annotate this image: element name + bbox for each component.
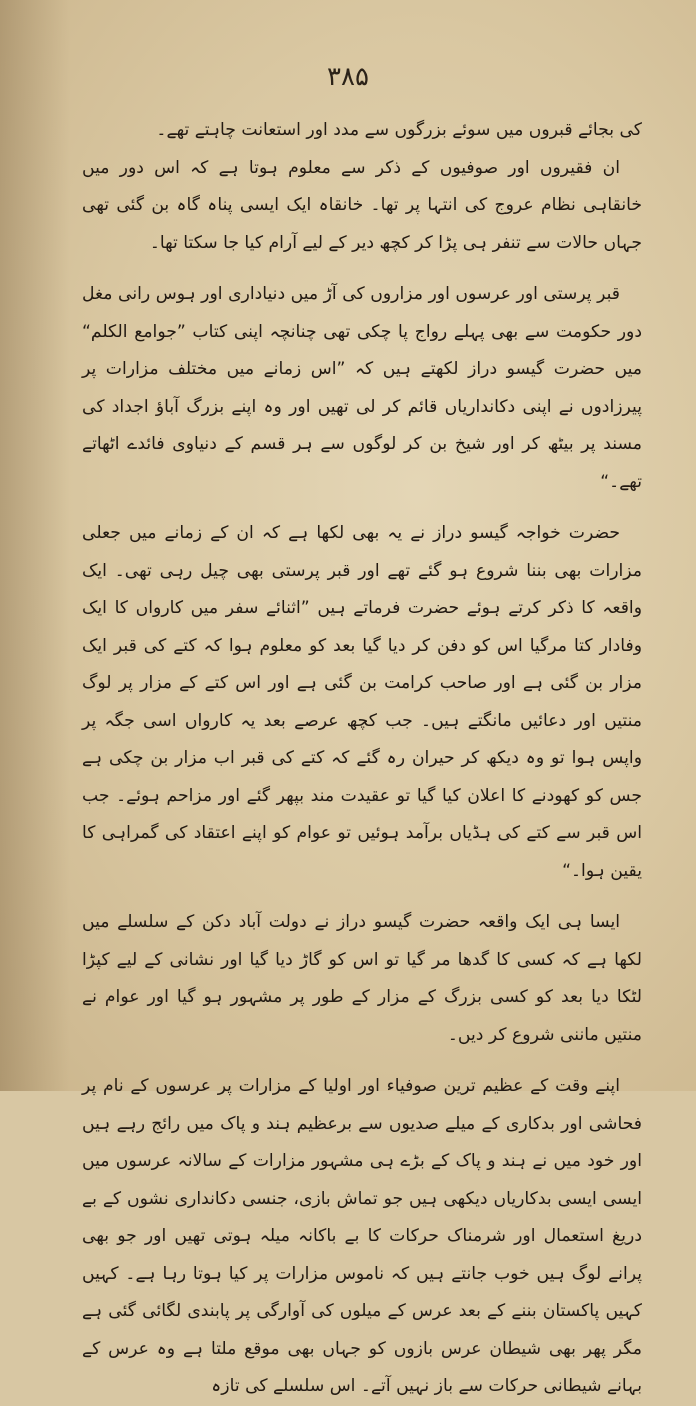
paragraph-5: ایسا ہی ایک واقعہ حضرت گیسو دراز نے دولت آباد دکن کے سلسلے میں لکھا ہے کہ کسی کا گدھا مر گیا تو اس کو گاڑ دیا گیا اور نشانی کے لیے کپڑا لٹکا دیا بعد کو کسی بزرگ کے مزار کے طور پر مشہور ہو گیا اور عوام نے منتیں ماننی شروع کر دیں۔ bbox=[82, 912, 642, 1045]
paragraph-4: حضرت خواجہ گیسو دراز نے یہ بھی لکھا ہے کہ ان کے زمانے میں جعلی مزارات بھی بننا شروع ہو گئے تھے اور قبر پرستی بھی چیل رہی تھی۔ ایک واقعہ کا ذکر کرتے ہوئے حضرت فرماتے ہیں ”اثنائے سفر میں کارواں کا ایک وفادار کتا مرگیا اس کو دفن کر دیا گیا بعد کو معلوم ہوا کہ کتے کی قبر ایک مزار بن گئی ہے اور صاحب کرامت بن گئی ہے اور اس کتے کے مزار پر لوگ منتیں اور دعائیں مانگتے ہیں۔ جب کچھ عرصے بعد یہ کارواں اسی جگہ پر واپس ہوا تو وہ دیکھ کر حیران رہ گئے کہ کتے کی قبر اب مزار بن چکی ہے جس کو کھودنے کا اعلان کیا گیا تو عقیدت مند بپھر گئے اور مزاحم ہوئے۔ جب اس قبر سے کتے کی ہڈیاں برآمد ہوئیں تو عوام کو اپنے اعتقاد کی گمراہی کا یقین ہوا۔“ bbox=[82, 523, 642, 881]
paragraph-2: ان فقیروں اور صوفیوں کے ذکر سے معلوم ہوتا ہے کہ اس دور میں خانقاہی نظام عروج کی انتہا پر تھا۔ خانقاہ ایک ایسی پناہ گاہ بن گئی تھی جہاں حالات سے تنفر ہی پڑا کر کچھ دیر کے لیے آرام کیا جا سکتا تھا۔ bbox=[82, 157, 642, 253]
paragraph-3: قبر پرستی اور عرسوں اور مزاروں کی آڑ میں دنیاداری اور ہوس رانی مغل دور حکومت سے بھی پہلے رواج پا چکی تھی چنانچہ اپنی کتاب ”جوامع الکلم“ میں حضرت گیسو دراز لکھتے ہیں کہ ”اس زمانے میں مختلف مزارات پر پیرزادوں نے اپنی دکانداریاں قائم کر لی تھیں اور وہ اپنے بزرگ آباؤ اجداد کی مسند پر بیٹھ کر اور شیخ بن کر لوگوں سے ہر قسم کے دنیاوی فائدے اٹھاتے تھے۔“ bbox=[82, 284, 642, 492]
paragraph-1: کی بجائے قبروں میں سوئے بزرگوں سے مدد اور استعانت چاہتے تھے۔ bbox=[156, 120, 642, 140]
page-number: ۳۸۵ bbox=[327, 62, 369, 92]
body-text bbox=[82, 112, 642, 1406]
paragraph-6: اپنے وقت کے عظیم ترین صوفیاء اور اولیا کے مزارات پر عرسوں کے نام پر فحاشی اور بدکاری کے میلے صدیوں سے برعظیم ہند و پاک میں رائج رہے ہیں اور خود میں نے ہند و پاک کے بڑے ہی مشہور مزارات کے سالانہ عرسوں میں ایسی ایسی بدکاریاں دیکھی ہیں جو تماش بازی، جنسی دکانداری نشوں کے بے دریغ استعمال اور شرمناک حرکات کا بے باکانہ میلہ ہوتی تھیں اور جو بھی پرانے لوگ ہیں خوب جانتے ہیں کہ ناموس مزارات پر کیا ہوتا رہا ہے۔ کہیں کہیں پاکستان بننے کے بعد عرس کے میلوں کی آوارگی پر پابندی لگائی گئی ہے مگر پھر بھی شیطان عرس بازوں کو جہاں بھی موقع ملتا ہے وہ عرس کے بہانے شیطانی حرکات سے باز نہیں آتے۔ اس سلسلے کی تازہ bbox=[82, 1076, 642, 1396]
page-edge-shadow bbox=[0, 0, 70, 1091]
